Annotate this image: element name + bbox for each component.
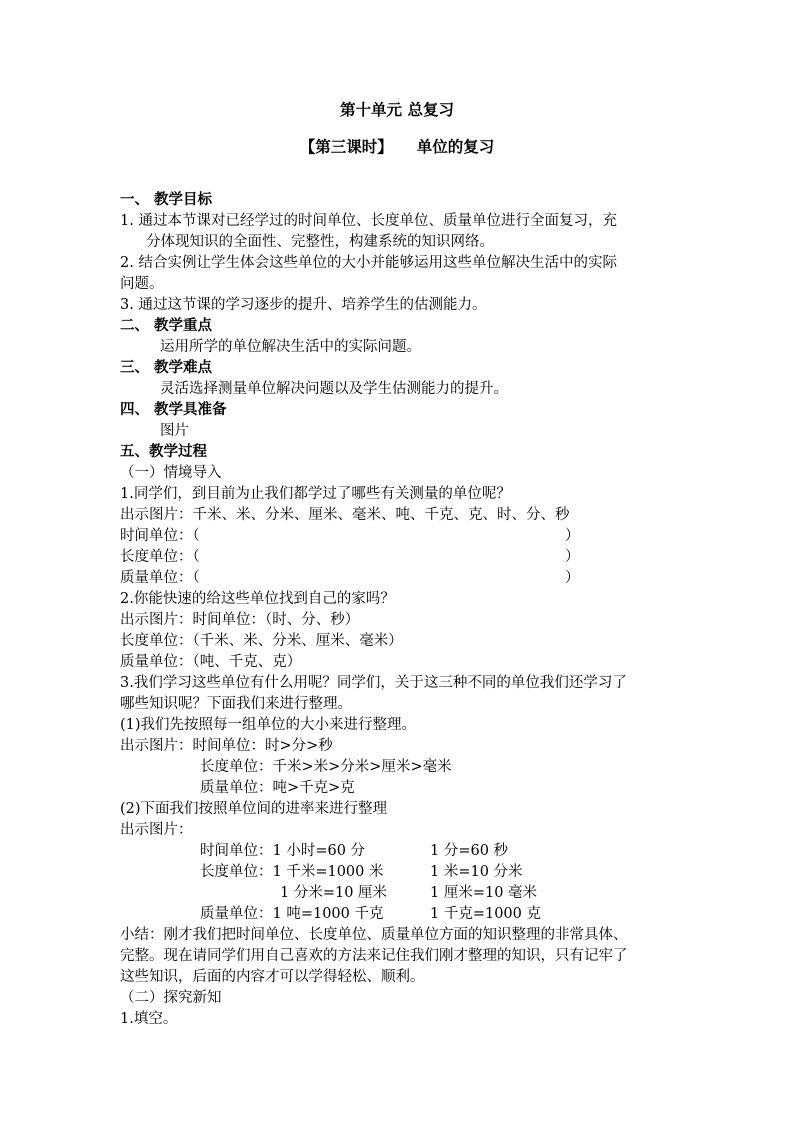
question-3-line-1: 3.我们学习这些单位有什么用呢？同学们，关于这三种不同的单位我们还学习了 [120,675,627,691]
length-units-blank: 长度单位：（ [120,549,200,565]
rate-length-km: 长度单位：1 千米=1000 米 [200,864,384,880]
difficulties-text: 灵活选择测量单位解决问题以及学生估测能力的提升。 [160,381,508,397]
time-units-blank: 时间单位：（ [120,528,200,544]
show-picture-rates: 出示图片： [120,822,193,838]
lesson-period: 【第三课时】 [299,137,393,156]
section-heading-process: 五、教学过程 [120,443,207,460]
time-units-close-paren: ） [565,528,580,544]
mass-units-blank: 质量单位：（ [120,570,200,586]
lesson-topic: 单位的复习 [416,137,495,156]
part-1-heading: （一）情境导入 [120,465,222,481]
mass-order: 质量单位：吨>千克>克 [200,780,355,796]
part-2-heading: （二）探究新知 [120,990,222,1006]
length-units-close-paren: ） [565,549,580,565]
rate-length-cm: 1 厘米=10 毫米 [430,885,538,901]
materials-text: 图片 [160,423,189,439]
question-3-line-2: 哪些知识呢？下面我们来进行整理。 [120,696,352,712]
rate-time-hour: 时间单位：1 小时=60 分 [200,843,366,859]
rate-mass-ton: 质量单位：1 吨=1000 千克 [200,906,384,922]
summary-line-2: 完整。现在请同学们用自己喜欢的方法来记住我们刚才整理的知识，只有记牢了 [120,948,628,964]
rate-length-m: 1 米=10 分米 [430,864,523,880]
summary-line-1: 小结：刚才我们把时间单位、长度单位、质量单位方面的知识整理的非常具体、 [120,927,628,943]
section-heading-goals: 一、 教学目标 [120,191,213,208]
rate-mass-kg: 1 千克=1000 克 [430,906,541,922]
mass-units-list: 质量单位：（吨、千克、克） [120,654,302,670]
organize-by-rate: (2)下面我们按照单位间的进率来进行整理 [120,801,388,817]
goal-1-line-1: 1. 通过本节课对已经学过的时间单位、长度单位、质量单位进行全面复习，充 [120,213,617,229]
length-units-list: 长度单位：（千米、米、分米、厘米、毫米） [120,633,403,649]
rate-time-minute: 1 分=60 秒 [430,843,509,859]
rate-length-dm: 1 分米=10 厘米 [280,885,388,901]
question-2: 2.你能快速的给这些单位找到自己的家吗？ [120,591,395,607]
goal-1-line-2: 分体现知识的全面性、完整性，构建系统的知识网络。 [146,234,494,250]
key-points-text: 运用所学的单位解决生活中的实际问题。 [160,339,421,355]
show-picture-units: 出示图片：千米、米、分米、厘米、毫米、吨、千克、克、时、分、秒 [120,507,570,523]
mass-units-close-paren: ） [565,570,580,586]
page-title: 第十单元 总复习 [340,100,454,119]
length-order: 长度单位：千米>米>分米>厘米>毫米 [200,759,452,775]
goal-2-line-2: 问题。 [120,276,164,292]
summary-line-3: 这些知识，后面的内容才可以学得轻松、顺利。 [120,969,425,985]
show-picture-time-order: 出示图片：时间单位：时>分>秒 [120,738,333,754]
fill-in-blank-heading: 1.填空。 [120,1011,178,1027]
show-picture-time-units: 出示图片：时间单位：（时、分、秒） [120,612,360,628]
goal-3: 3. 通过这节课的学习逐步的提升、培养学生的估测能力。 [120,297,487,313]
organize-by-size: (1)我们先按照每一组单位的大小来进行整理。 [120,717,417,733]
section-heading-key-points: 二、 教学重点 [120,317,213,334]
section-heading-difficulties: 三、 教学难点 [120,359,213,376]
lesson-subtitle [0,135,794,157]
section-heading-materials: 四、 教学具准备 [120,401,227,418]
goal-2-line-1: 2. 结合实例让学生体会这些单位的大小并能够运用这些单位解决生活中的实际 [120,255,617,271]
question-1: 1.同学们，到目前为止我们都学过了哪些有关测量的单位呢？ [120,486,511,502]
